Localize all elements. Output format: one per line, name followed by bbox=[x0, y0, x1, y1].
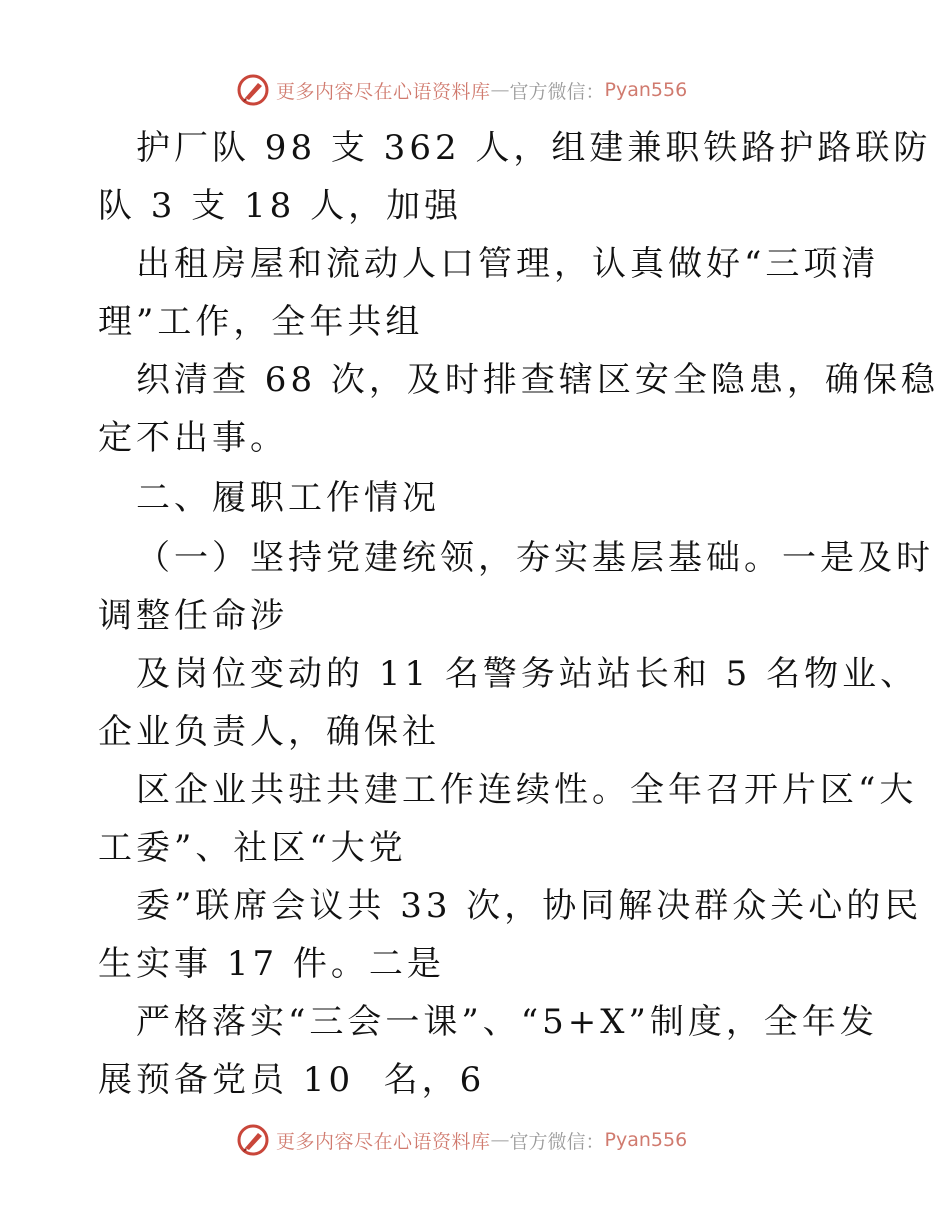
text-line: 委”联席会议共 33 次，协同解决群众关心的民 bbox=[136, 886, 923, 926]
pen-circle-logo-icon bbox=[236, 1123, 270, 1157]
watermark-wechat-id: Pyan556 bbox=[604, 1129, 688, 1151]
text-line: 出租房屋和流动人口管理，认真做好“三项清 bbox=[136, 244, 880, 284]
watermark-wechat-id: Pyan556 bbox=[604, 79, 688, 101]
pen-circle-logo-icon bbox=[236, 73, 270, 107]
text-line: 队 3 支 18 人，加强 bbox=[98, 186, 463, 226]
text-line: 企业负责人，确保社 bbox=[98, 712, 440, 752]
section-heading: 二、履职工作情况 bbox=[136, 478, 440, 518]
watermark-separator: — bbox=[490, 1129, 510, 1151]
text-line: 定不出事。 bbox=[98, 418, 288, 458]
text-line: 严格落实“三会一课”、“5+X”制度，全年发 bbox=[136, 1002, 878, 1042]
watermark-suffix: 官方微信： bbox=[509, 80, 605, 103]
text-line: 及岗位变动的 11 名警务站站长和 5 名物业、 bbox=[136, 654, 919, 694]
watermark-suffix: 官方微信： bbox=[509, 1130, 605, 1153]
text-line: 展预备党员 10 名，6 bbox=[98, 1060, 486, 1100]
text-line: 织清查 68 次，及时排查辖区安全隐患，确保稳 bbox=[136, 360, 939, 400]
header-watermark bbox=[236, 72, 687, 108]
text-line: （一）坚持党建统领，夯实基层基础。一是及时 bbox=[136, 538, 934, 578]
text-line: 理”工作，全年共组 bbox=[98, 302, 424, 342]
text-line: 调整任命涉 bbox=[98, 596, 288, 636]
watermark-text: 更多内容尽在心语资料库 bbox=[276, 80, 491, 103]
text-line: 护厂队 98 支 362 人，组建兼职铁路护路联防 bbox=[136, 128, 932, 168]
watermark-separator: — bbox=[490, 79, 510, 101]
text-line: 工委”、社区“大党 bbox=[98, 828, 407, 868]
text-line: 生实事 17 件。二是 bbox=[98, 944, 445, 984]
watermark-text: 更多内容尽在心语资料库 bbox=[276, 1130, 491, 1153]
footer-watermark bbox=[236, 1122, 687, 1158]
text-line: 区企业共驻共建工作连续性。全年召开片区“大 bbox=[136, 770, 918, 810]
